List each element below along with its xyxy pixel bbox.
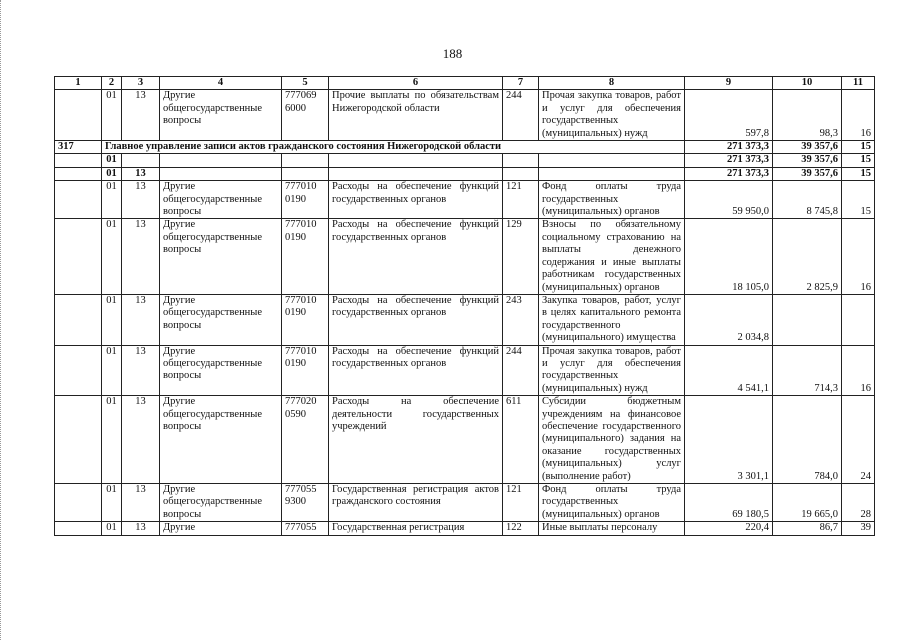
cell-expense-name: Иные выплаты персоналу — [539, 522, 685, 535]
cell-plan: 18 105,0 — [685, 219, 773, 294]
section-row — [55, 154, 875, 167]
cell-code — [55, 90, 102, 141]
cell-percent: 28 — [842, 484, 875, 522]
cell-percent: 16 — [842, 90, 875, 141]
cell-section: 01 — [102, 345, 122, 396]
cell-expense-type: 611 — [503, 396, 539, 484]
cell-article-name: Расходы на обеспечение деятельности государственных учреждений — [329, 396, 503, 484]
cell-section: 01 — [102, 219, 122, 294]
cell-expense-type: 122 — [503, 522, 539, 535]
table-row — [55, 484, 875, 522]
cell-section: 01 — [102, 522, 122, 535]
subsection-row — [55, 167, 875, 180]
table-row — [55, 345, 875, 396]
page-number: 188 — [442, 46, 463, 61]
cell-subsection-name: Другие общегосударственные вопросы — [160, 90, 282, 141]
cell-expense-type: 243 — [503, 294, 539, 345]
cell-subsection: 13 — [122, 294, 160, 345]
cell-actual: 98,3 — [773, 90, 842, 141]
cell-subsection: 13 — [122, 345, 160, 396]
cell-target-article: 777055 — [282, 522, 329, 535]
cell-percent: 15 — [842, 141, 875, 154]
cell-plan: 220,4 — [685, 522, 773, 535]
table-row — [55, 294, 875, 345]
cell-subsection: 13 — [122, 219, 160, 294]
col-header: 7 — [503, 77, 539, 90]
table-row — [55, 522, 875, 535]
col-header: 6 — [329, 77, 503, 90]
cell-section: 01 — [102, 154, 122, 167]
col-header: 9 — [685, 77, 773, 90]
cell-subsection: 13 — [122, 396, 160, 484]
cell-plan: 271 373,3 — [685, 154, 773, 167]
cell-actual: 86,7 — [773, 522, 842, 535]
cell-percent — [842, 294, 875, 345]
col-header: 4 — [160, 77, 282, 90]
col-header: 1 — [55, 77, 102, 90]
cell-subsection-name: Другие общегосударственные вопросы — [160, 484, 282, 522]
cell-actual: 39 357,6 — [773, 141, 842, 154]
table-row — [55, 219, 875, 294]
cell-expense-name: Прочая закупка товаров, работ и услуг для обеспечения государственных (муниципальных) нужд — [539, 345, 685, 396]
cell-article-name: Расходы на обеспечение функций государственных органов — [329, 345, 503, 396]
cell-expense-type: 121 — [503, 181, 539, 219]
col-header: 8 — [539, 77, 685, 90]
cell-subsection-name: Другие общегосударственные вопросы — [160, 219, 282, 294]
cell-expense-name: Прочая закупка товаров, работ и услуг для обеспечения государственных (муниципальных) нужд — [539, 90, 685, 141]
col-header: 10 — [773, 77, 842, 90]
cell-target-article: 777010 0190 — [282, 181, 329, 219]
budget-table — [54, 76, 875, 536]
cell-plan: 59 950,0 — [685, 181, 773, 219]
cell-expense-name: Закупка товаров, работ, услуг в целях капитального ремонта государственного (муниципального) имущества — [539, 294, 685, 345]
cell-target-article: 777069 6000 — [282, 90, 329, 141]
cell-subsection-name: Другие общегосударственные вопросы — [160, 345, 282, 396]
cell-actual: 714,3 — [773, 345, 842, 396]
cell-plan: 597,8 — [685, 90, 773, 141]
cell-section: 01 — [102, 90, 122, 141]
table-row — [55, 181, 875, 219]
cell-expense-type: 121 — [503, 484, 539, 522]
cell-subsection-name: Другие общегосударственные вопросы — [160, 396, 282, 484]
cell-expense-type: 129 — [503, 219, 539, 294]
cell-plan: 3 301,1 — [685, 396, 773, 484]
cell-section: 01 — [102, 484, 122, 522]
cell-plan: 2 034,8 — [685, 294, 773, 345]
cell-actual — [773, 294, 842, 345]
cell-subsection: 13 — [122, 90, 160, 141]
cell-subsection-name: Другие общегосударственные вопросы — [160, 294, 282, 345]
cell-article-name: Прочие выплаты по обязательствам Нижегородской области — [329, 90, 503, 141]
cell-actual: 2 825,9 — [773, 219, 842, 294]
cell-actual: 39 357,6 — [773, 167, 842, 180]
cell-subsection: 13 — [122, 522, 160, 535]
cell-dept-name: Главное управление записи актов гражданского состояния Нижегородской области — [102, 141, 685, 154]
cell-percent: 15 — [842, 181, 875, 219]
cell-subsection: 13 — [122, 167, 160, 180]
department-row — [55, 141, 875, 154]
cell-subsection-name: Другие общегосударственные вопросы — [160, 181, 282, 219]
cell-expense-type: 244 — [503, 90, 539, 141]
cell-article-name: Государственная регистрация актов гражданского состояния — [329, 484, 503, 522]
cell-percent: 39 — [842, 522, 875, 535]
cell-target-article: 777010 0190 — [282, 219, 329, 294]
cell-section: 01 — [102, 167, 122, 180]
cell-subsection: 13 — [122, 484, 160, 522]
cell-expense-type: 244 — [503, 345, 539, 396]
col-header: 3 — [122, 77, 160, 90]
cell-subsection: 13 — [122, 181, 160, 219]
cell-plan: 69 180,5 — [685, 484, 773, 522]
cell-actual: 19 665,0 — [773, 484, 842, 522]
cell-actual: 8 745,8 — [773, 181, 842, 219]
cell-article-name: Расходы на обеспечение функций государственных органов — [329, 219, 503, 294]
cell-plan: 271 373,3 — [685, 141, 773, 154]
cell-expense-name: Субсидии бюджетным учреждениям на финансовое обеспечение государственного (муниципального) задания на оказание государственных (муниципальных) услуг (выполнение работ) — [539, 396, 685, 484]
cell-actual: 39 357,6 — [773, 154, 842, 167]
cell-percent: 15 — [842, 154, 875, 167]
cell-section: 01 — [102, 294, 122, 345]
cell-article-name: Расходы на обеспечение функций государственных органов — [329, 181, 503, 219]
cell-actual: 784,0 — [773, 396, 842, 484]
cell-percent: 16 — [842, 345, 875, 396]
cell-percent: 16 — [842, 219, 875, 294]
col-header: 5 — [282, 77, 329, 90]
cell-percent: 15 — [842, 167, 875, 180]
cell-subsection — [122, 154, 160, 167]
cell-target-article: 777020 0590 — [282, 396, 329, 484]
col-header: 11 — [842, 77, 875, 90]
cell-target-article: 777010 0190 — [282, 345, 329, 396]
table-row — [55, 396, 875, 484]
cell-dept-code: 317 — [55, 141, 102, 154]
cell-percent: 24 — [842, 396, 875, 484]
cell-expense-name: Фонд оплаты труда государственных (муниципальных) органов — [539, 484, 685, 522]
table-row — [55, 90, 875, 141]
cell-article-name: Государственная регистрация — [329, 522, 503, 535]
cell-section: 01 — [102, 396, 122, 484]
cell-plan: 271 373,3 — [685, 167, 773, 180]
cell-target-article: 777010 0190 — [282, 294, 329, 345]
header-row — [55, 77, 875, 90]
scan-margin-marks — [0, 0, 5, 640]
cell-target-article: 777055 9300 — [282, 484, 329, 522]
cell-article-name: Расходы на обеспечение функций государственных органов — [329, 294, 503, 345]
cell-expense-name: Взносы по обязательному социальному страхованию на выплаты денежного содержания и иные выплаты работникам государственных (муниципальных) органов — [539, 219, 685, 294]
cell-section: 01 — [102, 181, 122, 219]
cell-subsection-name: Другие — [160, 522, 282, 535]
cell-plan: 4 541,1 — [685, 345, 773, 396]
cell-expense-name: Фонд оплаты труда государственных (муниципальных) органов — [539, 181, 685, 219]
col-header: 2 — [102, 77, 122, 90]
